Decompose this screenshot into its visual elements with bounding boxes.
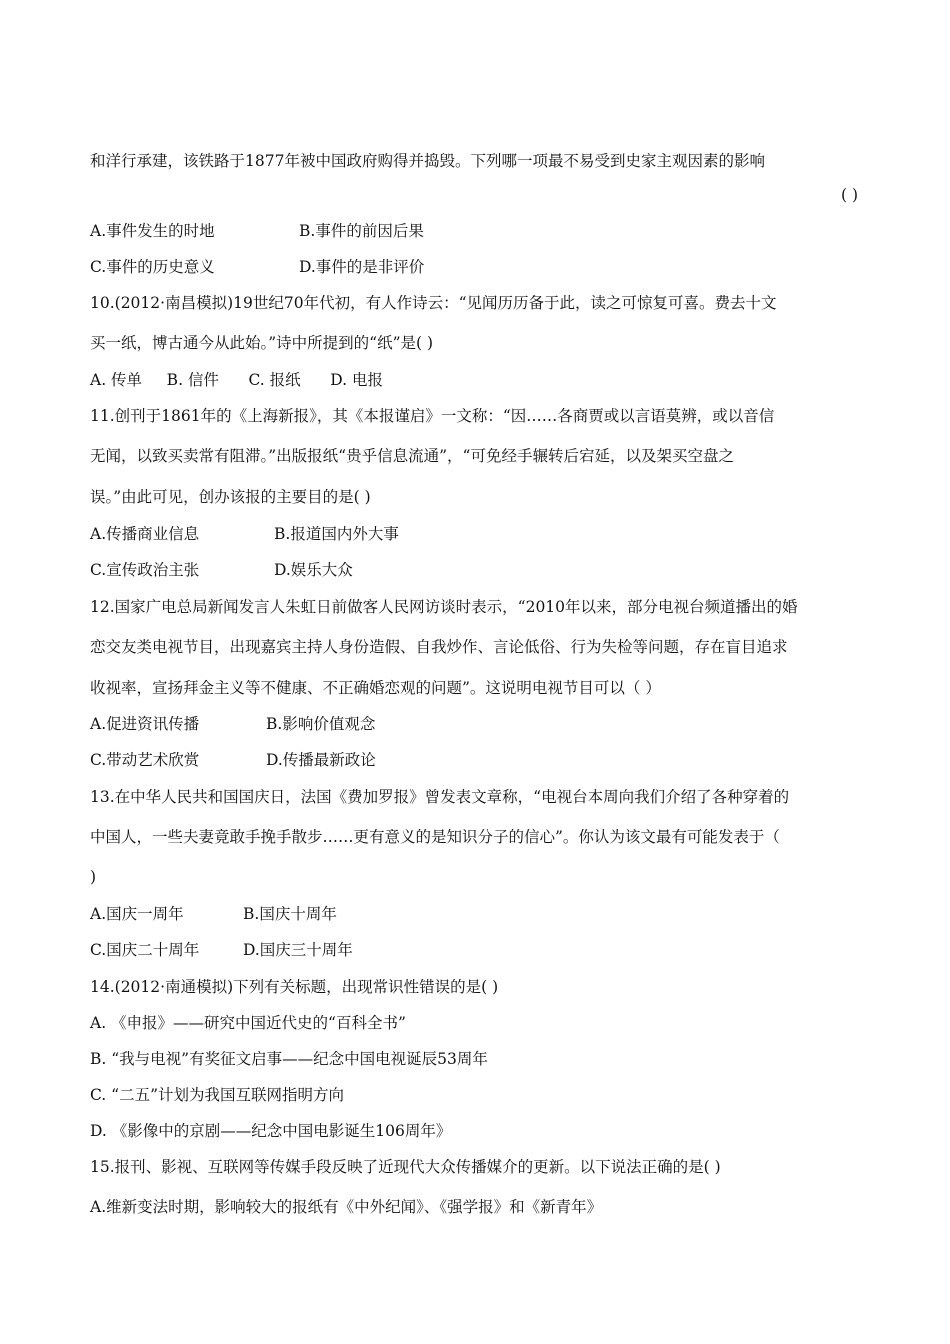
- q13-options-row-1: [90, 904, 337, 924]
- q9-option-c: C.事件的历史意义: [90, 258, 215, 276]
- q13-line-2: 中国人，一些夫妻竟敢手挽手散步……更有意义的是知识分子的信心”。你认为该文最有可能发表于（: [90, 828, 780, 846]
- q14-line-1: 14.(2012·南通模拟)下列有关标题，出现常识性错误的是( ): [90, 978, 499, 996]
- q12-line-3: 收视率，宣扬拜金主义等不健康、不正确婚恋观的问题”。这说明电视节目可以（ ）: [90, 679, 661, 697]
- q13-option-c: C.国庆二十周年: [90, 941, 200, 959]
- q13-line-1: 13.在中华人民共和国国庆日，法国《费加罗报》曾发表文章称，“电视台本周向我们介绍了各种穿着的: [90, 788, 790, 806]
- q11-line-3: 误。”由此可见，创办该报的主要目的是( ): [90, 488, 371, 506]
- q15-line-1: 15.报刊、影视、互联网等传媒手段反映了近现代大众传播媒介的更新。以下说法正确的是( ): [90, 1158, 721, 1176]
- q11-option-b: B.报道国内外大事: [274, 525, 399, 543]
- q11-options-row-2: [90, 560, 353, 580]
- q14-option-a: A. 《申报》——研究中国近代史的“百科全书”: [90, 1014, 406, 1032]
- q14-option-b: B. “我与电视”有奖征文启事——纪念中国电视诞辰53周年: [90, 1050, 488, 1068]
- q11-line-1: 11.创刊于1861年的《上海新报》，其《本报谨启》一文称：“因……各商贾或以言语莫辨，或以音信: [90, 407, 775, 425]
- q10-options: A. 传单 B. 信件 C. 报纸 D. 电报: [90, 371, 383, 389]
- q9-options-row-1: [90, 221, 424, 241]
- q14-option-d: D. 《影像中的京剧——纪念中国电影诞生106周年》: [90, 1122, 452, 1140]
- q9-options-row-2: [90, 257, 425, 277]
- q12-option-c: C.带动艺术欣赏: [90, 751, 200, 769]
- q11-option-a: A.传播商业信息: [90, 525, 200, 543]
- q11-option-d: D.娱乐大众: [274, 561, 353, 579]
- q9-option-d: D.事件的是非评价: [299, 258, 425, 276]
- q10-line-2: 买一纸，博古通今从此始。”诗中所提到的“纸”是( ): [90, 334, 434, 352]
- q12-options-row-2: [90, 750, 376, 770]
- q14-option-c: C. “二五”计划为我国互联网指明方向: [90, 1086, 345, 1104]
- q9-option-b: B.事件的前因后果: [299, 222, 424, 240]
- q12-line-1: 12.国家广电总局新闻发言人朱虹日前做客人民网访谈时表示，“2010年以来，部分电视台频道播出的婚: [90, 598, 798, 616]
- q12-option-b: B.影响价值观念: [266, 715, 376, 733]
- q9-line-1: 和洋行承建，该铁路于1877年被中国政府购得并捣毁。下列哪一项最不易受到史家主观因素的影响: [90, 152, 765, 170]
- q11-line-2: 无闻，以致买卖常有阻滞。”出版报纸“贵乎信息流通”，“可免经手辗转后宕延，以及架买空盘之: [90, 447, 734, 465]
- q15-option-a: A.维新变法时期，影响较大的报纸有《中外纪闻》、《强学报》和《新青年》: [90, 1198, 603, 1216]
- q11-option-c: C.宣传政治主张: [90, 561, 200, 579]
- q12-option-d: D.传播最新政论: [266, 751, 376, 769]
- q10-line-1: 10.(2012·南昌模拟)19世纪70年代初，有人作诗云：“见闻历历备于此，读之可惊复可喜。费去十文: [90, 294, 777, 312]
- q13-option-a: A.国庆一周年: [90, 905, 184, 923]
- q11-options-row-1: [90, 524, 399, 544]
- q9-answer-paren: ( ): [840, 186, 858, 204]
- q12-options-row-1: [90, 714, 376, 734]
- q13-option-d: D.国庆三十周年: [243, 941, 353, 959]
- q12-option-a: A.促进资讯传播: [90, 715, 200, 733]
- q13-options-row-2: [90, 940, 353, 960]
- q13-line-3: ): [90, 868, 97, 886]
- q13-option-b: B.国庆十周年: [243, 905, 337, 923]
- q12-line-2: 恋交友类电视节目，出现嘉宾主持人身份造假、自我炒作、言论低俗、行为失检等问题，存在盲目追求: [90, 638, 788, 656]
- q9-option-a: A.事件发生的时地: [90, 222, 215, 240]
